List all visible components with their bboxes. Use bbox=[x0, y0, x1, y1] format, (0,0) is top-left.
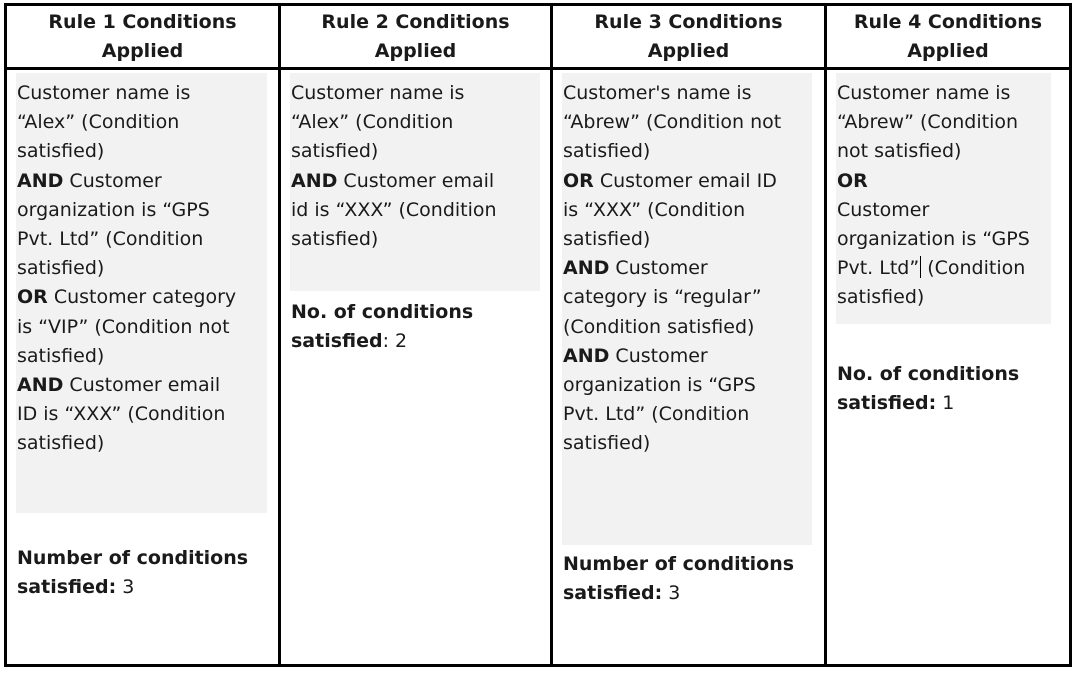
condition-line: Pvt. Ltd” (Condition bbox=[837, 257, 1026, 280]
condition-line: AND Customer email bbox=[291, 169, 495, 192]
rule-1-count[interactable] bbox=[17, 544, 248, 602]
count-line: No. of conditions bbox=[291, 301, 474, 323]
condition-line: organization is “GPS bbox=[17, 198, 210, 221]
condition-line: satisfied) bbox=[563, 432, 651, 455]
condition-line: “Abrew” (Condition bbox=[837, 111, 1019, 134]
condition-line: (Condition satisfied) bbox=[563, 315, 755, 338]
rule-2-count[interactable] bbox=[291, 298, 473, 356]
condition-line: AND Customer bbox=[17, 169, 162, 192]
header-line: Rule 1 Conditions bbox=[48, 10, 237, 33]
condition-line: is “VIP” (Condition not bbox=[17, 315, 230, 338]
condition-line: satisfied) bbox=[17, 432, 105, 455]
count-line: satisfied: 1 bbox=[837, 392, 955, 415]
count-line: Number of conditions bbox=[17, 547, 249, 569]
condition-line: “Alex” (Condition bbox=[291, 111, 454, 134]
condition-line: ID is “XXX” (Condition bbox=[17, 403, 226, 426]
rule-1-column bbox=[7, 6, 281, 664]
condition-line: not satisfied) bbox=[837, 140, 962, 163]
rules-table bbox=[4, 3, 1072, 667]
condition-line: id is “XXX” (Condition bbox=[291, 198, 497, 221]
condition-line: is “XXX” (Condition bbox=[563, 198, 746, 221]
header-line: Applied bbox=[907, 39, 989, 62]
condition-line: satisfied) bbox=[17, 344, 105, 367]
condition-line: satisfied) bbox=[17, 140, 105, 163]
condition-line: AND Customer email bbox=[17, 373, 221, 396]
rule-4-conditions[interactable] bbox=[837, 79, 1030, 313]
rule-3-column bbox=[553, 6, 827, 664]
header-line: Applied bbox=[374, 39, 457, 62]
rule-4-count[interactable] bbox=[837, 360, 1019, 418]
rule-3-conditions[interactable] bbox=[563, 79, 781, 458]
condition-line: “Alex” (Condition bbox=[17, 111, 180, 134]
condition-line: OR Customer category bbox=[17, 286, 237, 309]
count-line: Number of conditions bbox=[563, 553, 795, 575]
condition-line: satisfied) bbox=[837, 286, 925, 309]
count-line: satisfied: 3 bbox=[563, 582, 681, 605]
count-line: No. of conditions bbox=[837, 363, 1020, 385]
header-line: Rule 3 Conditions bbox=[594, 10, 783, 33]
condition-line: OR bbox=[837, 169, 868, 192]
rule-4-column bbox=[827, 6, 1069, 664]
condition-line: Customer's name is bbox=[563, 82, 752, 104]
condition-line: AND Customer bbox=[563, 344, 708, 367]
header-line: Applied bbox=[101, 39, 184, 62]
count-line: satisfied: 2 bbox=[291, 330, 408, 353]
rule-1-conditions[interactable] bbox=[17, 79, 236, 458]
condition-line: organization is “GPS bbox=[563, 373, 756, 396]
rule-2-header bbox=[281, 6, 550, 70]
condition-line: satisfied) bbox=[563, 227, 651, 250]
header-line: Rule 4 Conditions bbox=[853, 10, 1043, 33]
condition-line: Customer bbox=[837, 198, 930, 221]
condition-line: satisfied) bbox=[17, 257, 105, 280]
header-line: Rule 2 Conditions bbox=[321, 10, 510, 33]
condition-line: category is “regular” bbox=[563, 286, 762, 309]
condition-line: “Abrew” (Condition not bbox=[563, 111, 782, 134]
rule-4-header bbox=[827, 6, 1069, 70]
header-line: Applied bbox=[647, 39, 730, 62]
condition-line: AND Customer bbox=[563, 257, 708, 280]
rule-1-header bbox=[7, 6, 278, 70]
condition-line: OR Customer email ID bbox=[563, 169, 777, 192]
rule-2-column bbox=[281, 6, 553, 664]
condition-line: satisfied) bbox=[291, 140, 379, 163]
condition-line: satisfied) bbox=[563, 140, 651, 163]
condition-line: Customer name is bbox=[837, 82, 1011, 104]
rule-3-header bbox=[553, 6, 824, 70]
condition-line: Customer name is bbox=[291, 82, 465, 104]
rule-2-conditions[interactable] bbox=[291, 79, 497, 254]
condition-line: satisfied) bbox=[291, 227, 379, 250]
condition-line: Customer name is bbox=[17, 82, 191, 104]
condition-line: organization is “GPS bbox=[837, 227, 1030, 250]
condition-line: Pvt. Ltd” (Condition bbox=[563, 403, 750, 426]
rule-3-count[interactable] bbox=[563, 550, 794, 608]
count-line: satisfied: 3 bbox=[17, 576, 135, 599]
condition-line: Pvt. Ltd” (Condition bbox=[17, 227, 204, 250]
